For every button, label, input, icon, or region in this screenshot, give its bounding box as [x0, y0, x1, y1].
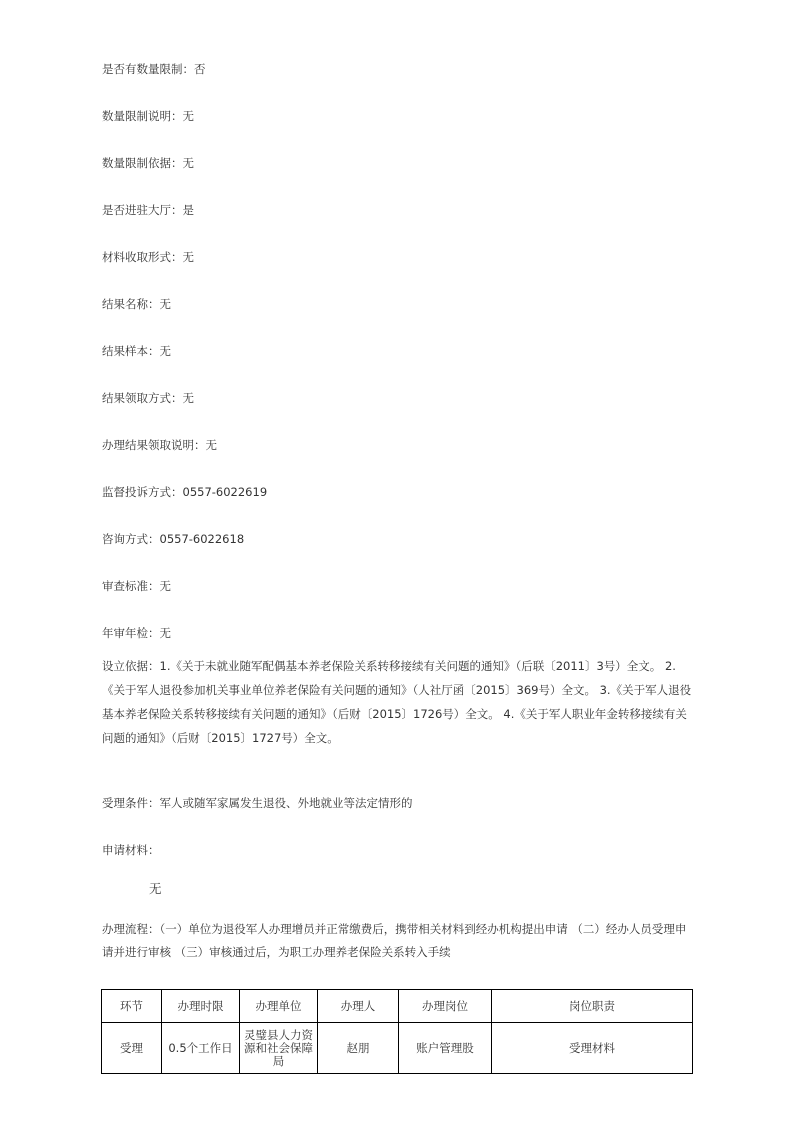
- field-result-name: 结果名称：无: [102, 297, 171, 311]
- application-materials-value: 无: [149, 881, 162, 896]
- header-time-limit: 办理时限: [162, 990, 240, 1023]
- acceptance-conditions: 受理条件：军人或随军家属发生退役、外地就业等法定情形的: [102, 796, 413, 810]
- header-unit: 办理单位: [240, 990, 318, 1023]
- cell-duty: 受理材料: [492, 1023, 693, 1074]
- cell-time-limit: 0.5个工作日: [162, 1023, 240, 1074]
- field-material-collection-form: 材料收取形式：无: [102, 250, 194, 264]
- page-cutoff: [0, 1075, 793, 1122]
- header-duty: 岗位职责: [492, 990, 693, 1023]
- cell-stage: 受理: [102, 1023, 162, 1074]
- field-annual-review: 年审年检：无: [102, 626, 171, 640]
- field-result-sample: 结果样本：无: [102, 344, 171, 358]
- header-post: 办理岗位: [399, 990, 492, 1023]
- field-quantity-limit: 是否有数量限制：否: [102, 62, 206, 76]
- field-quantity-limit-basis: 数量限制依据：无: [102, 156, 194, 170]
- process-paragraph: 办理流程：（一）单位为退役军人办理增员并正常缴费后，携带相关材料到经办机构提出申请 （二）经办人员受理申请并进行审核 （三）审核通过后，为职工办理养老保险关系转入手续: [102, 922, 687, 959]
- header-handler: 办理人: [318, 990, 399, 1023]
- basis-paragraph: 设立依据：1.《关于未就业随军配偶基本养老保险关系转移接续有关问题的通知》（后联〔2011〕3号）全文。 2.《关于军人退役参加机关事业单位养老保险有关问题的通知》（人社厅函〔2015〕369号）全文。 3.《关于军人退役基本养老保险关系转移接续有关问题的通知》（后财〔2015〕1726号）全文。 4.《关于军人职业年金转移接续有关问题的通知》（后财〔2015〕1727号）全文。: [102, 659, 692, 745]
- header-stage: 环节: [102, 990, 162, 1023]
- process-table: [101, 989, 693, 1074]
- cell-handler: 赵朋: [318, 1023, 399, 1074]
- application-materials-label: 申请材料：: [102, 843, 160, 857]
- field-complaint-contact: 监督投诉方式：0557-6022619: [102, 485, 268, 499]
- field-quantity-limit-description: 数量限制说明：无: [102, 109, 194, 123]
- field-consultation-contact: 咨询方式：0557-6022618: [102, 532, 245, 546]
- table-header-row: [102, 990, 693, 1023]
- field-in-service-hall: 是否进驻大厅：是: [102, 203, 194, 217]
- field-result-pickup-method: 结果领取方式：无: [102, 391, 194, 405]
- field-result-pickup-note: 办理结果领取说明：无: [102, 438, 217, 452]
- table-row: [102, 1023, 693, 1074]
- cell-post: 账户管理股: [399, 1023, 492, 1074]
- field-review-standard: 审查标准：无: [102, 579, 171, 593]
- cell-unit: 灵璧县人力资源和社会保障局: [240, 1023, 318, 1074]
